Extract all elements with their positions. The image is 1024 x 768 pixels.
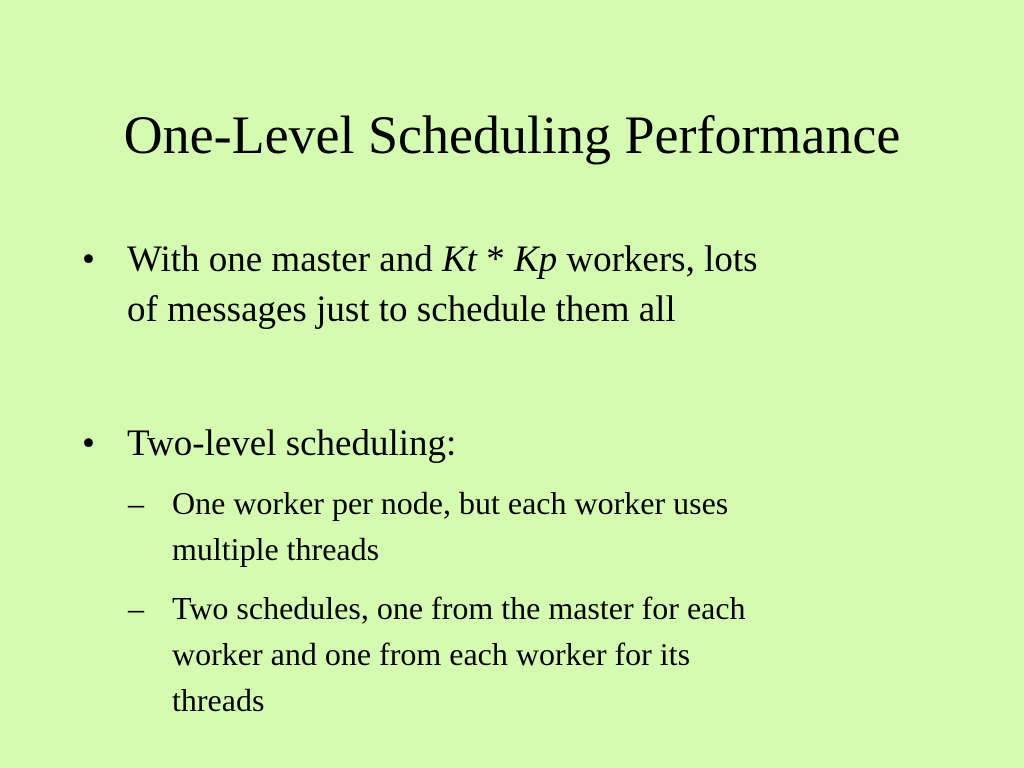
bullet-marker: • [82, 239, 95, 280]
sub-bullet-marker: – [128, 590, 144, 626]
multiply-sign: * [476, 239, 514, 280]
sub-bullet-text-2 [172, 585, 746, 723]
sub-bullet-1-line-1: One worker per node, but each worker uses [172, 485, 729, 521]
sub-bullet-1-line-2: multiple threads [172, 531, 380, 567]
kp-variable: Kp [513, 239, 558, 280]
sub-bullet-2-line-1: Two schedules, one from the master for each [172, 590, 746, 626]
bullet-1-suffix: workers, lots [557, 239, 758, 280]
bullet-1-line-1 [127, 235, 758, 285]
sub-bullet-2-line-2: worker and one from each worker for its [172, 636, 691, 672]
slide-title: One-Level Scheduling Performance [123, 105, 901, 165]
kt-variable: Kt [441, 239, 477, 280]
sub-bullet-2-line-3: threads [172, 682, 265, 718]
bullet-2-line-1: Two-level scheduling: [127, 423, 457, 464]
bullet-1-prefix: With one master and [127, 239, 442, 280]
bullet-text-1 [127, 235, 758, 335]
bullet-marker: • [82, 423, 95, 464]
sub-bullet-text-1 [172, 480, 728, 572]
bullet-text-2 [127, 419, 456, 469]
bullet-1-line-2: of messages just to schedule them all [127, 289, 676, 330]
sub-bullet-marker: – [128, 485, 144, 521]
